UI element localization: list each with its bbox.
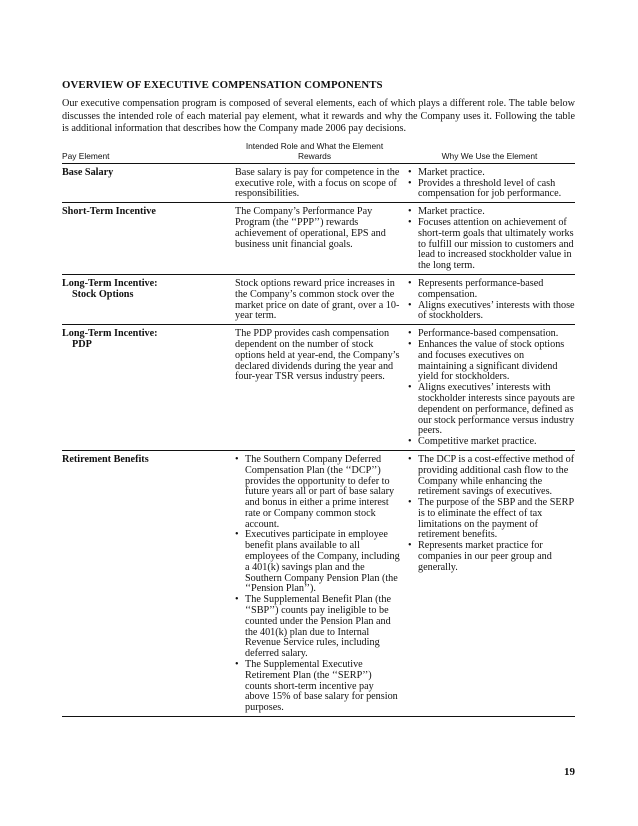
rewards-cell xyxy=(231,163,404,202)
rewards-list-item xyxy=(235,455,400,531)
header-rewards-line1: Intended Role and What the Element xyxy=(245,140,384,151)
why-list-item xyxy=(408,301,575,323)
header-why: Why We Use the Element xyxy=(441,150,538,161)
intro-paragraph: Our executive compensation program is composed of several elements, each of which plays a different role. The table below discusses the intended role of each material pay element, what it rewards and why the Company uses it. Following the table is additional information that describes how the Company made 2006 pay decisions. xyxy=(62,98,575,135)
why-cell xyxy=(404,325,575,451)
why-list-item xyxy=(408,437,575,448)
why-list-item xyxy=(408,541,575,573)
header-rewards-line2: Rewards xyxy=(297,150,332,161)
why-item-text: Aligns executives’ interests with stockholder interests since payouts are dependent on performance, defined as our stock performance versus industry peers. xyxy=(418,382,575,437)
page-number: 19 xyxy=(564,766,575,778)
bullet-icon: • xyxy=(408,277,412,289)
why-cell xyxy=(404,450,575,716)
rewards-cell xyxy=(231,203,404,275)
rewards-item-text: The Supplemental Benefit Plan (the ‘‘SBP’’) counts pay ineligible to be counted under the Pension Plan and the 401(k) plan due to Internal Revenue Service rules, including deferred salary. xyxy=(245,594,391,660)
why-list-item xyxy=(408,218,575,272)
why-item-text: Performance-based compensation. xyxy=(418,328,559,340)
table-row xyxy=(62,274,575,324)
why-item-text: Represents market practice for companies in our peer group and generally. xyxy=(418,540,552,573)
rewards-item-text: The Southern Company Deferred Compensation Plan (the ‘‘DCP’’) provides the opportunity to defer to future years all or part of base salary and bonus in either a prime interest rate or Company common stock account. xyxy=(245,453,395,530)
rewards-cell xyxy=(231,450,404,716)
bullet-icon: • xyxy=(235,594,239,606)
pay-element-name: Short-Term Incentive xyxy=(62,206,156,218)
pay-element-cell xyxy=(62,450,231,716)
why-item-text: Market practice. xyxy=(418,206,485,218)
document-page xyxy=(62,79,575,717)
why-list xyxy=(408,279,575,322)
why-item-text: Competitive market practice. xyxy=(418,436,537,448)
bullet-icon: • xyxy=(408,338,412,350)
section-heading: OVERVIEW OF EXECUTIVE COMPENSATION COMPONENTS xyxy=(62,79,383,91)
rewards-cell xyxy=(231,325,404,451)
why-list-item xyxy=(408,279,575,301)
why-item-text: Enhances the value of stock options and focuses executives on maintaining a significant dividend yield for stockholders. xyxy=(418,338,565,383)
why-list xyxy=(408,168,575,200)
why-list-item xyxy=(408,455,575,498)
why-item-text: Provides a threshold level of cash compensation for job performance. xyxy=(418,177,562,200)
rewards-item-text: Executives participate in employee benefit plans available to all employees of the Company, including a 401(k) savings plan and the Southern Company Pension Plan (the ‘‘Pension Plan’’). xyxy=(245,529,400,595)
rewards-text: The Company’s Performance Pay Program (the ‘‘PPP’’) rewards achievement of operational, EPS and business unit financial goals. xyxy=(235,206,386,250)
bullet-icon: • xyxy=(408,540,412,552)
why-item-text: Focuses attention on achievement of short-term goals that ultimately works to fulfill our mission to customers and lead to increased stockholder value in the long term. xyxy=(418,216,574,272)
table-row xyxy=(62,203,575,275)
bullet-icon: • xyxy=(408,436,412,448)
why-cell xyxy=(404,274,575,324)
bullet-icon: • xyxy=(408,299,412,311)
why-item-text: Represents performance-based compensation. xyxy=(418,277,544,300)
pay-element-name: Retirement Benefits xyxy=(62,453,149,465)
rewards-text: Stock options reward price increases in the Company’s common stock over the market price on date of grant, over a 10-year term. xyxy=(235,277,400,322)
why-item-text: Aligns executives’ interests with those of stockholders. xyxy=(418,299,575,322)
bullet-icon: • xyxy=(408,177,412,189)
bullet-icon: • xyxy=(235,529,239,541)
pay-element-cell xyxy=(62,203,231,275)
bullet-icon: • xyxy=(408,453,412,465)
rewards-list-item xyxy=(235,660,400,714)
rewards-list-item xyxy=(235,595,400,660)
pay-element-name: Long-Term Incentive: xyxy=(62,328,158,340)
rewards-text: Base salary is pay for competence in the executive role, with a focus on scope of responsibilities. xyxy=(235,166,400,200)
table-row xyxy=(62,325,575,451)
bullet-icon: • xyxy=(408,166,412,178)
why-item-text: The purpose of the SBP and the SERP is to eliminate the effect of tax limitations on the payment of retirement benefits. xyxy=(418,497,574,541)
why-list-item xyxy=(408,340,575,383)
why-list-item xyxy=(408,179,575,201)
rewards-cell xyxy=(231,274,404,324)
why-item-text: The DCP is a cost-effective method of providing additional cash flow to the Company while enhancing the retirement savings of executives. xyxy=(418,453,575,498)
pay-element-subname: Stock Options xyxy=(72,288,134,300)
rewards-list xyxy=(235,455,400,714)
bullet-icon: • xyxy=(235,659,239,671)
why-list-item xyxy=(408,383,575,437)
pay-element-subname: PDP xyxy=(72,338,92,350)
pay-element-cell xyxy=(62,163,231,202)
table-row xyxy=(62,450,575,716)
bullet-icon: • xyxy=(408,497,412,509)
bullet-icon: • xyxy=(408,382,412,394)
why-list xyxy=(408,455,575,574)
table-row xyxy=(62,163,575,202)
bullet-icon: • xyxy=(235,453,239,465)
why-cell xyxy=(404,163,575,202)
bullet-icon: • xyxy=(408,328,412,340)
header-rewards xyxy=(231,141,404,164)
bullet-icon: • xyxy=(408,206,412,218)
table-header-row xyxy=(62,141,575,164)
rewards-list-item xyxy=(235,530,400,595)
why-item-text: Market practice. xyxy=(418,166,485,178)
why-cell xyxy=(404,203,575,275)
why-list xyxy=(408,329,575,448)
pay-element-cell xyxy=(62,274,231,324)
header-pay-element: Pay Element xyxy=(62,150,110,161)
why-list-item xyxy=(408,498,575,541)
why-list xyxy=(408,207,575,272)
rewards-text: The PDP provides cash compensation dependent on the number of stock options held at year-end, the Company’s declared dividends during the year and four-year TSR versus industry peers. xyxy=(235,328,400,383)
pay-element-name: Base Salary xyxy=(62,166,114,178)
rewards-item-text: The Supplemental Executive Retirement Plan (the ‘‘SERP’’) counts short-term incentive pay above 15% of base salary for pension purposes. xyxy=(245,659,398,714)
pay-element-cell xyxy=(62,325,231,451)
pay-element-name: Long-Term Incentive: xyxy=(62,277,158,289)
compensation-table xyxy=(62,141,575,717)
bullet-icon: • xyxy=(408,216,412,228)
